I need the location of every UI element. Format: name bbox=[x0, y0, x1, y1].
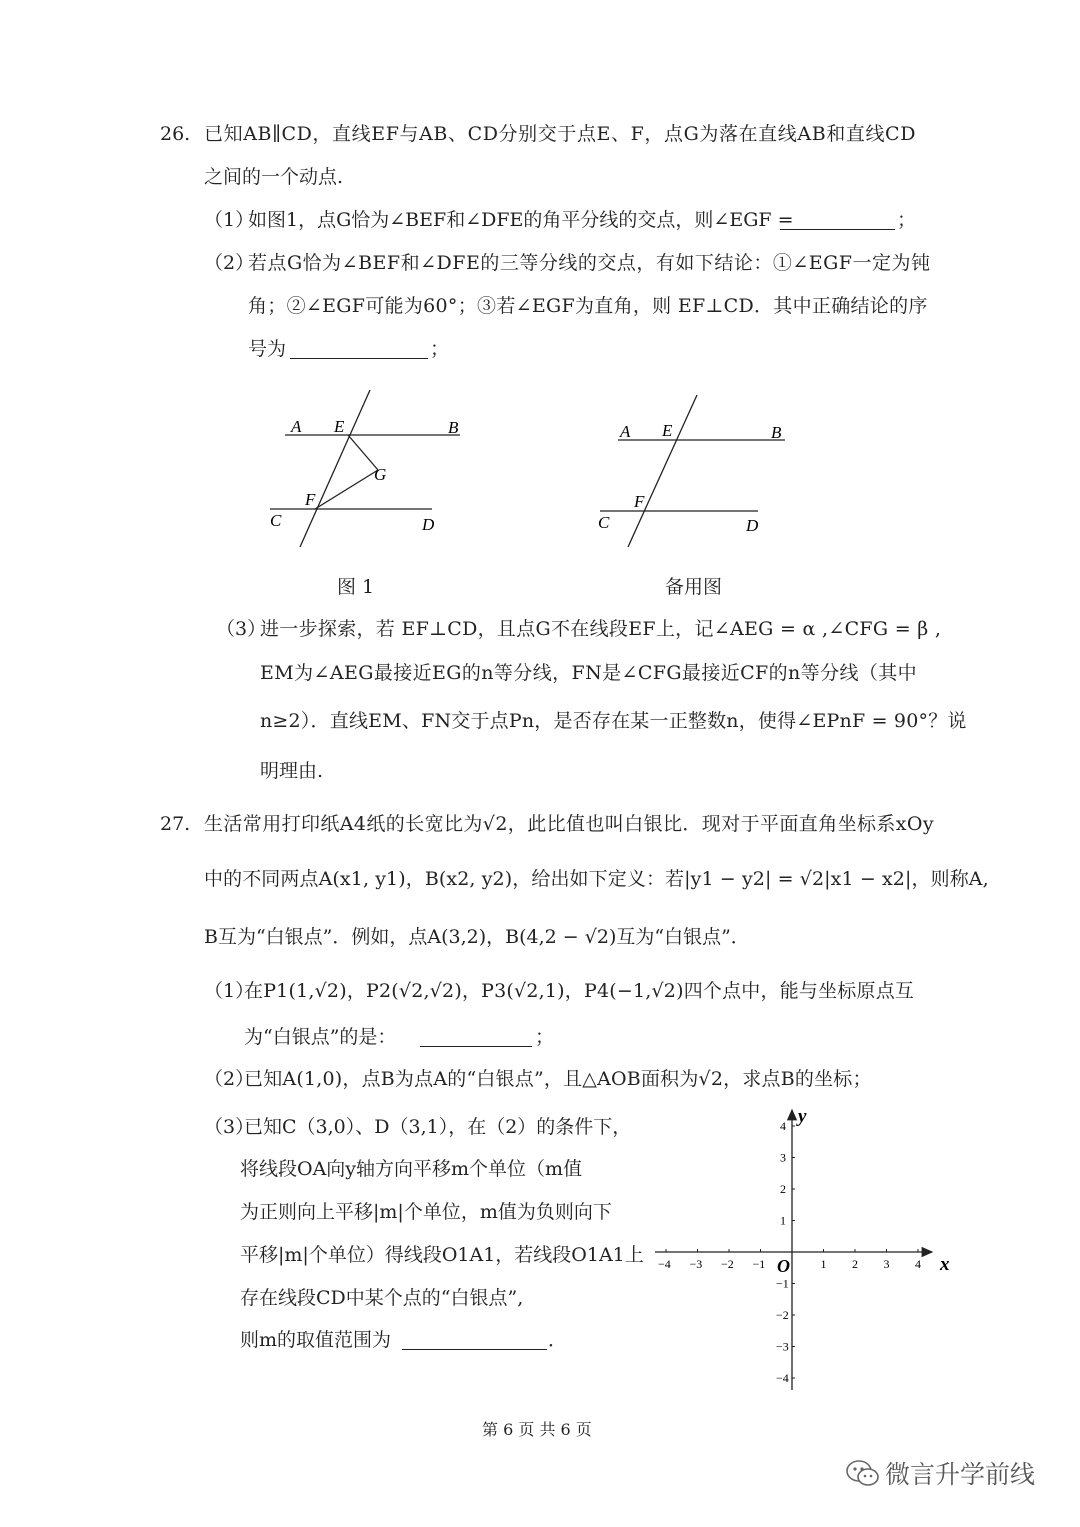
x-tick-label: 3 bbox=[883, 1257, 890, 1271]
q27-number: 27. bbox=[160, 813, 191, 835]
spare-figure-caption: 备用图 bbox=[665, 576, 723, 598]
q27-line3: B互为“白银点”．例如，点A(3,2)，B(4,2 − √2)互为“白银点”． bbox=[204, 926, 750, 948]
x-tick-label: 4 bbox=[915, 1257, 921, 1271]
x-tick-label: −4 bbox=[658, 1257, 671, 1271]
label-a: A bbox=[291, 417, 302, 436]
q27-line2: 中的不同两点A(x1, y1)，B(x2, y2)，给出如下定义：若|y1 − y2| = √2|x1 − x2|，则称A, bbox=[204, 868, 989, 890]
coordinate-plane bbox=[650, 1100, 960, 1395]
label-e: E bbox=[662, 421, 673, 440]
q26-part3-label: （3） bbox=[216, 618, 267, 640]
y-axis-label: y bbox=[798, 1106, 807, 1127]
y-tick-label: −4 bbox=[776, 1371, 789, 1385]
q27-part3-line1: 已知C（3,0）、D（3,1），在（2）的条件下， bbox=[244, 1116, 632, 1138]
q26-stem-line1: 已知AB∥CD，直线EF与AB、CD分别交于点E、F，点G为落在直线AB和直线CD bbox=[204, 123, 917, 145]
q26-part3-line1: 进一步探索，若 EF⊥CD，且点G不在线段EF上，记∠AEG = α ,∠CFG = β , bbox=[260, 618, 942, 640]
q26-number: 26. bbox=[160, 123, 191, 145]
label-b: B bbox=[771, 423, 782, 442]
q27-line1: 生活常用打印纸A4纸的长宽比为√2，此比值也叫白银比．现对于平面直角坐标系xOy bbox=[204, 813, 935, 835]
q27-part1-end: ； bbox=[535, 1026, 555, 1048]
q26-part2-line3: 号为 bbox=[248, 338, 287, 360]
q26-part1-text: 如图1，点G恰为∠BEF和∠DFE的角平分线的交点，则∠EGF = bbox=[248, 209, 794, 231]
q26-part3-line4: 明理由. bbox=[260, 760, 324, 782]
q27-part1-line1: 在P1(1,√2)，P2(√2,√2)，P3(√2,1)，P4(−1,√2)四个点中，能与坐标原点互 bbox=[244, 980, 915, 1002]
origin-label: O bbox=[777, 1256, 790, 1276]
x-tick-label: −3 bbox=[689, 1257, 703, 1271]
label-f: F bbox=[305, 490, 316, 509]
q27-part3-line4: 平移|m|个单位）得线段O1A1，若线段O1A1上 bbox=[240, 1244, 644, 1266]
spare-figure bbox=[590, 385, 800, 555]
wechat-icon bbox=[845, 1458, 881, 1490]
label-g: G bbox=[374, 465, 387, 484]
line-ef bbox=[300, 390, 370, 547]
q26-part1-answer-blank[interactable] bbox=[780, 211, 895, 230]
q27-part1-answer-blank[interactable] bbox=[420, 1028, 532, 1047]
label-f: F bbox=[634, 492, 645, 511]
q26-part3-line3: n≥2）．直线EM、FN交于点Pn，是否存在某一正整数n，使得∠EPnF = 90°？说 bbox=[260, 710, 967, 732]
label-d: D bbox=[422, 515, 435, 534]
q27-part3-answer-blank[interactable] bbox=[402, 1331, 547, 1350]
label-e: E bbox=[334, 417, 345, 436]
q26-part2-end: ； bbox=[430, 338, 450, 360]
q27-part2-label: （2） bbox=[204, 1068, 255, 1090]
x-tick-label: 2 bbox=[852, 1257, 858, 1271]
q27-part3-label: （3） bbox=[204, 1116, 255, 1138]
figure-1-caption: 图 1 bbox=[337, 576, 375, 598]
y-tick-label: 2 bbox=[780, 1182, 786, 1196]
q27-part1-line2: 为“白银点”的是： bbox=[244, 1026, 397, 1048]
q27-part3-line6: 则m的取值范围为 bbox=[240, 1329, 392, 1351]
q26-stem-line2: 之间的一个动点. bbox=[204, 166, 344, 188]
y-tick-label: 4 bbox=[780, 1119, 786, 1133]
q26-part2-label: （2） bbox=[204, 252, 255, 274]
q26-part3-line2: EM为∠AEG最接近EG的n等分线，FN是∠CFG最接近CF的n等分线（其中 bbox=[260, 662, 918, 684]
y-tick-label: −1 bbox=[776, 1276, 789, 1291]
label-c: C bbox=[270, 511, 282, 530]
y-tick-label: −2 bbox=[776, 1308, 789, 1322]
y-tick-label: 3 bbox=[780, 1150, 786, 1165]
x-tick-label: −1 bbox=[752, 1257, 766, 1271]
x-tick-label: 1 bbox=[820, 1257, 827, 1271]
q27-part3-line2: 将线段OA向y轴方向平移m个单位（m值 bbox=[240, 1158, 583, 1180]
x-axis-label: x bbox=[940, 1254, 950, 1275]
watermark-text: 微言升学前线 bbox=[885, 1460, 1036, 1489]
label-a: A bbox=[620, 422, 631, 441]
y-tick-label: −3 bbox=[776, 1339, 789, 1354]
segment-fg bbox=[315, 470, 378, 509]
q27-part3-line5: 存在线段CD中某个点的“白银点”, bbox=[240, 1287, 524, 1309]
figure-1 bbox=[260, 380, 480, 555]
q26-part2-line1: 若点G恰为∠BEF和∠DFE的三等分线的交点，有如下结论：①∠EGF一定为钝 bbox=[248, 252, 931, 274]
q26-part2-line2: 角；②∠EGF可能为60°；③若∠EGF为直角，则 EF⊥CD．其中正确结论的序 bbox=[248, 295, 928, 317]
label-b: B bbox=[448, 418, 459, 437]
q26-part1-end: ； bbox=[897, 209, 917, 231]
q27-part2-text: 已知A(1,0)，点B为点A的“白银点”，且△AOB面积为√2，求点B的坐标； bbox=[244, 1068, 872, 1090]
x-tick-label: −2 bbox=[721, 1257, 734, 1271]
page-footer: 第 6 页 共 6 页 bbox=[482, 1420, 592, 1439]
line-ef bbox=[628, 395, 697, 547]
q27-part3-end: ． bbox=[548, 1329, 568, 1351]
q27-part1-label: （1） bbox=[204, 980, 255, 1002]
q27-part3-line3: 为正则向上平移|m|个单位，m值为负则向下 bbox=[240, 1201, 612, 1223]
label-c: C bbox=[598, 513, 610, 532]
q26-part1-label: （1） bbox=[204, 209, 255, 231]
y-tick-label: 1 bbox=[780, 1213, 786, 1228]
q26-part2-answer-blank[interactable] bbox=[290, 340, 428, 359]
label-d: D bbox=[746, 516, 759, 535]
